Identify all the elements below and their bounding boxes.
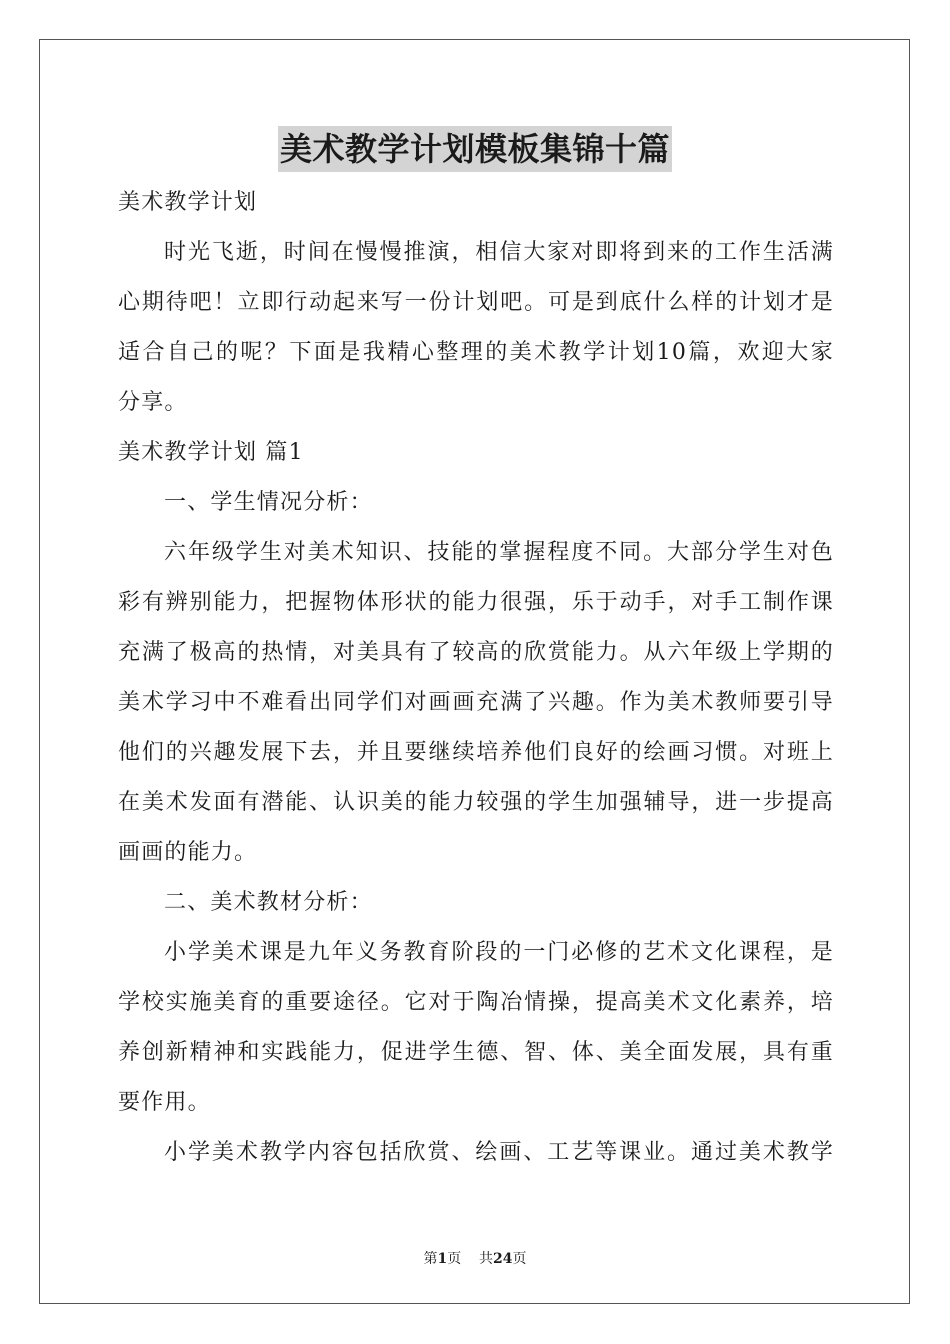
section-heading: 美术教学计划 [118, 190, 258, 215]
paragraph-line: 养创新精神和实践能力，促进学生德、智、体、美全面发展，具有重 [118, 1040, 834, 1065]
paragraph-line: 小学美术教学内容包括欣赏、绘画、工艺等课业。通过美术教学 [164, 1140, 834, 1165]
paragraph-line: 充满了极高的热情，对美具有了较高的欣赏能力。从六年级上学期的 [118, 640, 834, 665]
total-unit: 页 [512, 1251, 527, 1267]
document-title: 美术教学计划模板集锦十篇 [278, 126, 672, 172]
total-prefix: 共 [479, 1251, 494, 1267]
section-heading: 美术教学计划 篇1 [118, 440, 304, 465]
paragraph-line: 时光飞逝，时间在慢慢推演，相信大家对即将到来的工作生活满 [164, 240, 834, 265]
paragraph-line: 要作用。 [118, 1090, 211, 1115]
title-container [0, 126, 950, 172]
subsection-heading: 二、美术教材分析： [164, 890, 373, 915]
page-current: 1 [437, 1251, 448, 1267]
paragraph-line: 美术学习中不难看出同学们对画画充满了兴趣。作为美术教师要引导 [118, 690, 834, 715]
paragraph-line: 学校实施美育的重要途径。它对于陶冶情操，提高美术文化素养，培 [118, 990, 834, 1015]
paragraph-line: 在美术发面有潜能、认识美的能力较强的学生加强辅导，进一步提高 [118, 790, 834, 815]
paragraph-line: 六年级学生对美术知识、技能的掌握程度不同。大部分学生对色 [164, 540, 834, 565]
page-footer [0, 1248, 950, 1268]
paragraph-line: 画画的能力。 [118, 840, 258, 865]
page-prefix: 第 [423, 1251, 438, 1267]
paragraph-line: 适合自己的呢？下面是我精心整理的美术教学计划10篇，欢迎大家 [118, 340, 834, 365]
page-total: 24 [493, 1251, 513, 1267]
page-unit: 页 [447, 1251, 462, 1267]
paragraph-line: 小学美术课是九年义务教育阶段的一门必修的艺术文化课程，是 [164, 940, 834, 965]
subsection-heading: 一、学生情况分析： [164, 490, 373, 515]
document-body [118, 178, 834, 1178]
paragraph-line: 彩有辨别能力，把握物体形状的能力很强，乐于动手，对手工制作课 [118, 590, 834, 615]
paragraph-line: 他们的兴趣发展下去，并且要继续培养他们良好的绘画习惯。对班上 [118, 740, 834, 765]
paragraph-line: 心期待吧！立即行动起来写一份计划吧。可是到底什么样的计划才是 [118, 290, 834, 315]
paragraph-line: 分享。 [118, 390, 188, 415]
